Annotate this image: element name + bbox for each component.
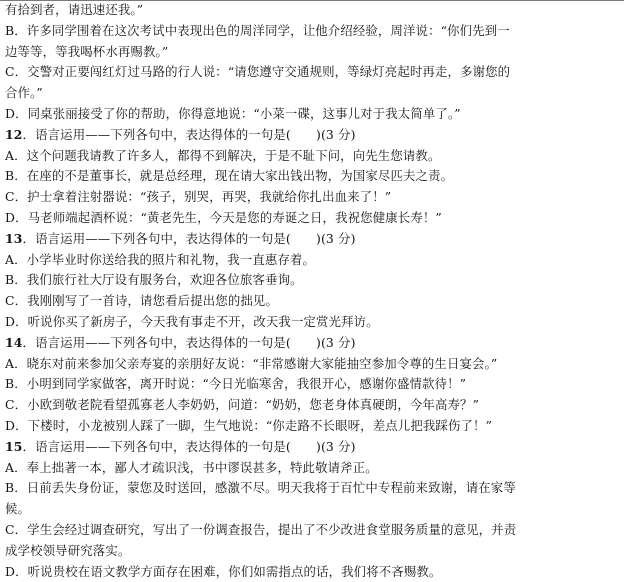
option-a-line: A．小学毕业时你送给我的照片和礼物，我一直惠存着。	[5, 251, 316, 267]
option-d-line: D．下楼时，小龙被别人踩了一脚，生气地说：“你走路不长眼呀，差点儿把我踩伤了！”	[5, 417, 493, 433]
option-a-line: A．这个问题我请教了许多人，都得不到解决，于是不耻下问，向先生您请教。	[5, 147, 441, 163]
text-line: 成学校领导研究落实。	[5, 542, 131, 558]
option-b-line: B．小明到同学家做客，离开时说：“今日光临寒舍，我很开心，感谢你盛情款待！”	[5, 376, 467, 392]
question-15-stem	[5, 437, 618, 458]
question-number: 12	[5, 126, 23, 142]
option-d-line: D．听说你买了新房子，今天我有事走不开，改天我一定赏光拜访。	[5, 313, 379, 329]
text-line: 有拾到者，请迅速还我。”	[5, 2, 144, 17]
question-13-stem	[5, 229, 618, 250]
option-d-line: D．马老师端起酒杯说：“黄老先生，今天是您的寿诞之日，我祝您健康长寿！”	[5, 209, 442, 225]
option-c-line: C．交警对正要闯红灯过马路的行人说：“请您遵守交通规则，等绿灯亮起时再走，多谢您的	[5, 64, 511, 80]
question-stem-text: ．语言运用——下列各句中，表达得体的一句是( )(3 分)	[22, 438, 356, 454]
option-b-line: B．在座的不是董事长，就是总经理，现在请大家出钱出物，为国家尽匹夫之责。	[5, 168, 454, 184]
option-a-line: A．奉上拙著一本，鄙人才疏识浅，书中谬误甚多，特此敬请斧正。	[5, 459, 378, 475]
question-stem-text: ．语言运用——下列各句中，表达得体的一句是( )(3 分)	[22, 126, 356, 142]
question-stem-text: ．语言运用——下列各句中，表达得体的一句是( )(3 分)	[22, 230, 356, 246]
question-stem-text: ．语言运用——下列各句中，表达得体的一句是( )(3 分)	[22, 334, 356, 350]
question-number: 13	[5, 230, 23, 246]
top-divider	[0, 0, 624, 1]
question-14-stem	[5, 333, 618, 354]
option-a-line: A．晓东对前来参加父亲寿宴的亲朋好友说：“非常感谢大家能抽空参加令尊的生日宴会。”	[5, 355, 498, 371]
option-b-line: B．日前丢失身份证，蒙您及时送回，感激不尽。明天我将于百忙中专程前来致谢，请在家等	[5, 480, 516, 496]
text-line: 候。	[5, 501, 31, 517]
option-c-line: C．小欧到敬老院看望孤寡老人李奶奶，问道：“奶奶，您老身体真硬朗，今年高寿？”	[5, 397, 480, 413]
option-d-line: D．听说贵校在语文教学方面存在困难，你们如需指点的话，我们将不吝赐教。	[5, 563, 442, 579]
text-line: 合作。”	[5, 85, 43, 101]
option-b-line: B．我们旅行社大厅设有服务台，欢迎各位旅客垂询。	[5, 272, 303, 288]
question-number: 14	[5, 334, 23, 350]
option-c-line: C．我刚刚写了一首诗，请您看后提出您的拙见。	[5, 293, 278, 309]
question-12-stem	[5, 125, 618, 146]
option-c-line: C．护士拿着注射器说：“孩子，别哭，再哭，我就给你扎出血来了！”	[5, 189, 392, 205]
option-d-line: D．同桌张丽接受了你的帮助，你得意地说：“小菜一碟，这事儿对于我太简单了。”	[5, 105, 461, 121]
option-c-line: C．学生会经过调查研究，写出了一份调查报告，提出了不少改进食堂服务质量的意见，并责	[5, 521, 517, 537]
option-b-line: B．许多同学围着在这次考试中表现出色的周洋同学，让他介绍经验，周洋说：“你们先到一	[5, 22, 510, 38]
text-line: 边等等，等我喝杯水再赐教。”	[5, 43, 169, 59]
question-number: 15	[5, 438, 23, 454]
